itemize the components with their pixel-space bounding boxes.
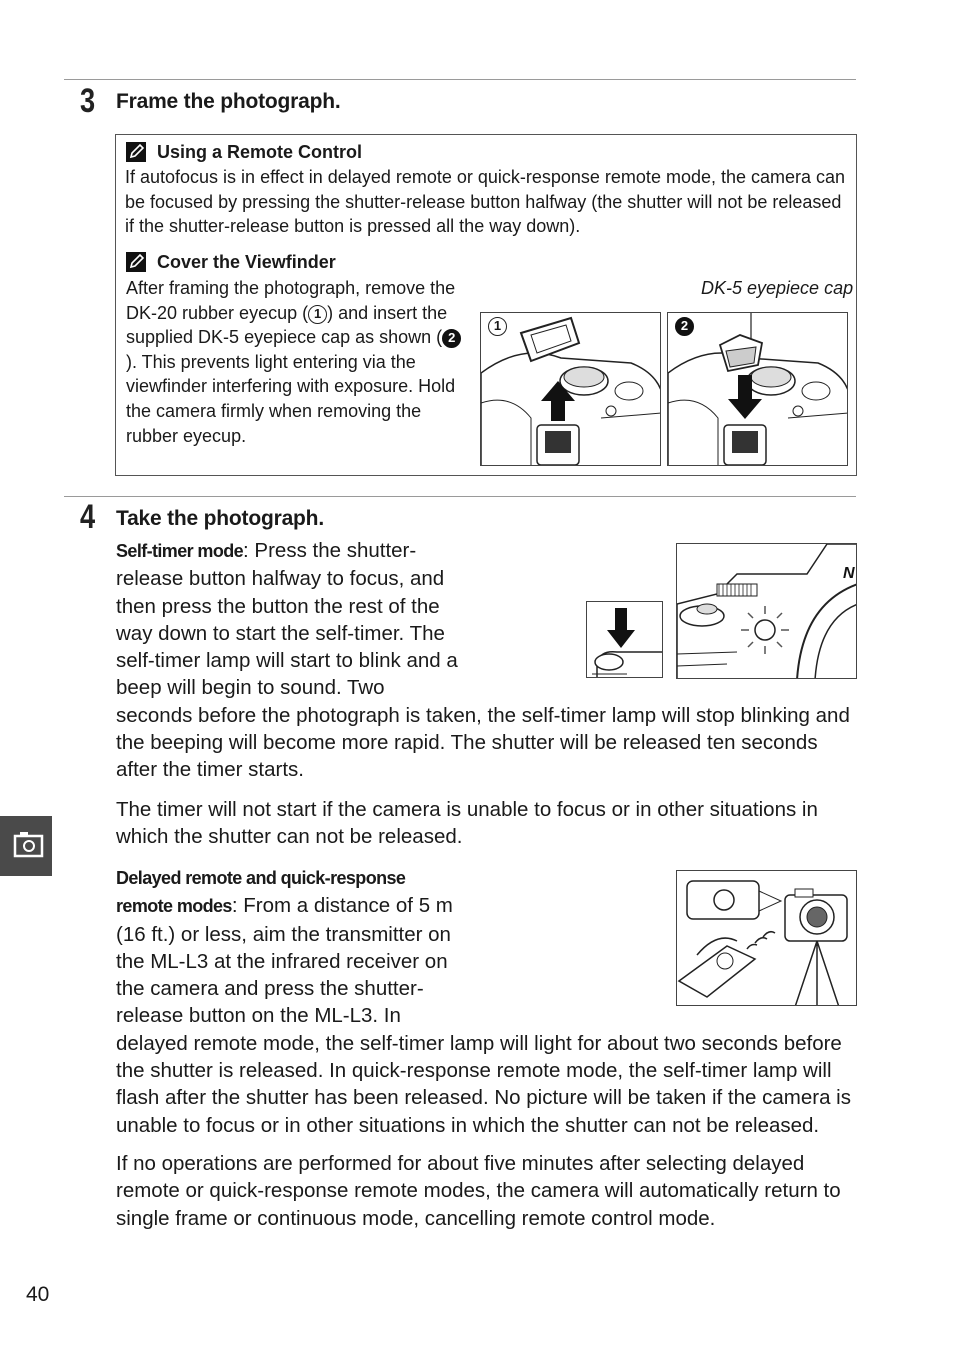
note-remote-title: Using a Remote Control xyxy=(157,142,363,162)
remote-mode-label: Delayed remote and quick-response remote modes xyxy=(116,868,406,917)
step-3-number: 3 xyxy=(80,82,96,120)
note-pencil-icon xyxy=(126,252,146,272)
eyepiece-cap-caption: DK-5 eyepiece cap xyxy=(701,278,854,298)
auto-return-paragraph: If no operations are performed for about five minutes after selecting delayed remote or quick-response remote modes, the camera will automatically return to single frame or continuous mode, cancelling remote control mode. xyxy=(116,1152,841,1230)
step-3-title: Frame the photograph. xyxy=(116,90,341,113)
note-viewfinder-text: After framing the photograph, remove the DK-20 rubber eyecup ( 1 ) and insert the supplied DK-5 eyepiece cap as shown ( 2). This prevents light entering via the viewfinder interfering with exposure. Hold the camera firmly when removing the rubber eyecup. xyxy=(126,276,471,448)
shooting-section-tab xyxy=(0,816,52,876)
note-viewfinder-title: Cover the Viewfinder xyxy=(157,252,336,272)
camera-icon xyxy=(0,816,52,876)
self-timer-paragraph: Self-timer mode: Press the shutter-release button halfway to focus, and then press the button the rest of the way down to start the self-timer. The self-timer lamp will start to blink and a beep will begin to sound. Two seconds before the photograph is taken, the self-timer lamp will stop blinking and the beeping will become more rapid. The shutter will be released ten seconds after the timer starts. xyxy=(116,539,850,782)
note-remote-text: If autofocus is in effect in delayed remote or quick-response remote mode, the camera can be focused by pressing the shutter-release button halfway (the shutter will not be released if the shutter-release button is pressed all the way down). xyxy=(125,167,846,236)
step-2-marker: 2 xyxy=(442,329,461,348)
note-pencil-icon xyxy=(126,142,146,162)
remote-mode-paragraph: Delayed remote and quick-response remote modes: From a distance of 5 m (16 ft.) or less, aim the transmitter on the ML-L3 at the infrared receiver on the camera and press the shutter-release button on the ML-L3. In delayed remote mode, the self-timer lamp will light for about two seconds before the shutter is released. In quick-response remote mode, the self-timer lamp will flash after the shutter has been released. No picture will be taken if the camera is unable to focus or in other situations in which the shutter can not be released. xyxy=(116,868,851,1137)
step-4-title: Take the photograph. xyxy=(116,507,324,530)
figure-1-label: 1 xyxy=(488,317,507,336)
step-4-divider xyxy=(64,496,856,497)
figure-2-label: 2 xyxy=(675,317,694,336)
camera-eyecup-illustration xyxy=(481,313,661,466)
remove-eyecup-figure xyxy=(480,312,661,466)
notes-box xyxy=(115,134,857,476)
svg-text:N: N xyxy=(843,565,855,582)
top-divider xyxy=(64,79,856,80)
self-timer-label: Self-timer mode xyxy=(116,541,244,561)
camera-eyepiece-cap-illustration xyxy=(668,313,848,466)
step-4-number: 4 xyxy=(80,498,96,536)
insert-eyepiece-cap-figure xyxy=(667,312,848,466)
step-1-marker: 1 xyxy=(308,305,327,324)
timer-condition-paragraph: The timer will not start if the camera is unable to focus or in other situations in which the shutter can not be released. xyxy=(116,798,818,849)
page-number: 40 xyxy=(26,1283,50,1306)
